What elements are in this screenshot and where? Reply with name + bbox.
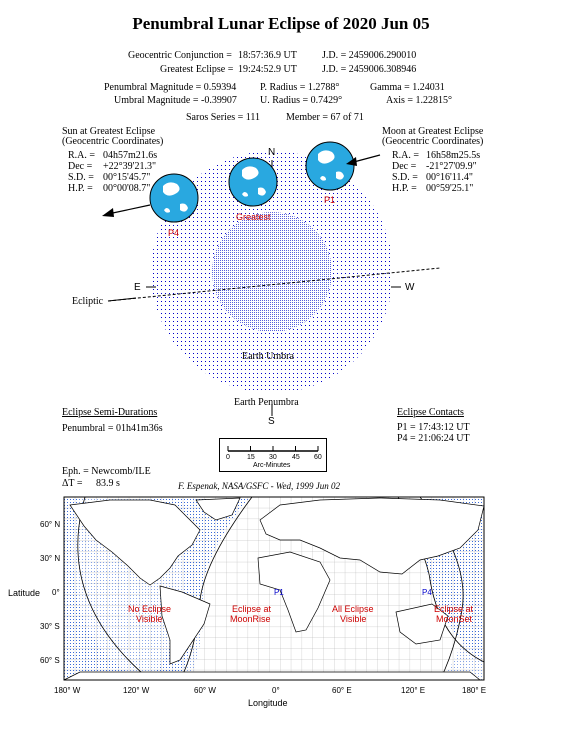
moon-sd-label: S.D. =: [392, 172, 418, 183]
lon-tick-60w: 60° W: [194, 686, 216, 695]
lat-tick-0: 0°: [52, 588, 60, 597]
region-moonrise-line1: Eclipse at: [232, 604, 272, 614]
semi-durations-heading: Eclipse Semi-Durations: [62, 407, 158, 418]
greatest-eclipse-label: Greatest Eclipse =: [160, 64, 234, 75]
lon-tick-180w: 180° W: [54, 686, 81, 695]
moon-dec-label: Dec =: [392, 161, 417, 172]
umbral-magnitude: Umbral Magnitude = -0.39907: [114, 95, 237, 106]
delta-t-label: ΔT =: [62, 478, 83, 489]
sun-sd: 00°15'45.7": [103, 172, 151, 183]
map-x-axis-label: Longitude: [248, 698, 288, 708]
greatest-label: Greatest: [236, 212, 271, 222]
east-label: E: [134, 282, 141, 293]
scale-tick-45: 45: [292, 454, 300, 461]
sun-hp-label: H.P. =: [68, 183, 93, 194]
sun-arrow-head: [102, 208, 114, 217]
moon-at-p4: [150, 174, 198, 222]
ecliptic-label: Ecliptic: [72, 296, 104, 307]
credit-line: F. Espenak, NASA/GSFC - Wed, 1999 Jun 02: [178, 481, 340, 491]
moon-at-greatest: [229, 158, 277, 206]
region-no-eclipse-line2: Visible: [136, 614, 163, 624]
scale-tick-60: 60: [314, 454, 322, 461]
contact-p4: P4 = 21:06:24 UT: [397, 433, 470, 444]
scale-unit-label: Arc-Minutes: [253, 462, 291, 469]
moon-sd: 00°16'11.4": [426, 172, 474, 183]
moon-hp-label: H.P. =: [392, 183, 417, 194]
moon-ra: 16h58m25.5s: [426, 150, 481, 161]
scale-tick-15: 15: [247, 454, 255, 461]
moon-hp: 00°59'25.1": [426, 183, 474, 194]
sun-heading: Sun at Greatest Eclipse: [62, 126, 156, 137]
region-all-visible-line1: All Eclipse: [332, 604, 374, 614]
sun-ra-label: R.A. =: [68, 150, 96, 161]
contact-p1: P1 = 17:43:12 UT: [397, 422, 470, 433]
scale-tick-30: 30: [269, 454, 277, 461]
region-moonrise-line2: MoonRise: [230, 614, 271, 624]
greatest-eclipse-ut: 19:24:52.9 UT: [238, 64, 297, 75]
penumbral-radius: P. Radius = 1.2788°: [260, 82, 340, 93]
sun-hp: 00°00'08.7": [103, 183, 151, 194]
region-all-visible-line2: Visible: [340, 614, 367, 624]
axis-value: Axis = 1.22815°: [386, 95, 453, 106]
conjunction-ut: 18:57:36.9 UT: [238, 50, 297, 61]
lon-tick-0: 0°: [272, 686, 280, 695]
west-label: W: [405, 282, 415, 293]
lat-tick-30s: 30° S: [40, 622, 60, 631]
ephemeris: Eph. = Newcomb/ILE: [62, 466, 151, 477]
conjunction-label: Geocentric Conjunction =: [128, 50, 232, 61]
map-y-axis-label: Latitude: [8, 588, 41, 598]
delta-t-value: 83.9 s: [96, 478, 120, 489]
conjunction-jd: J.D. = 2459006.290010: [322, 50, 417, 61]
earth-umbra-label: Earth Umbra: [242, 351, 294, 362]
sun-ra: 04h57m21.6s: [103, 150, 158, 161]
region-no-eclipse-line1: No Eclipse: [128, 604, 172, 614]
contacts-heading: Eclipse Contacts: [397, 407, 464, 418]
south-label: S: [268, 416, 275, 427]
north-label: N: [268, 147, 276, 158]
p4-label: P4: [168, 228, 180, 238]
lon-tick-120w: 120° W: [123, 686, 150, 695]
umbral-radius: U. Radius = 0.7429°: [260, 95, 343, 106]
map-p1-marker: P1: [274, 588, 284, 597]
eclipse-geometry-diagram: [0, 140, 562, 440]
antarctica: [64, 672, 480, 680]
region-moonset-line2: MoonSet: [436, 614, 473, 624]
scale-tick-0: 0: [226, 454, 230, 461]
region-moonset-line1: Eclipse at: [434, 604, 474, 614]
sun-dec: +22°39'21.3": [103, 161, 157, 172]
sun-subheading: (Geocentric Coordinates): [62, 136, 164, 147]
scale-box: [219, 438, 327, 472]
ecliptic-leader: [108, 298, 136, 301]
lon-tick-60e: 60° E: [332, 686, 352, 695]
moon-ra-label: R.A. =: [392, 150, 420, 161]
greatest-eclipse-jd: J.D. = 2459006.308946: [322, 64, 417, 75]
gamma-value: Gamma = 1.24031: [370, 82, 445, 93]
page-title: Penumbral Lunar Eclipse of 2020 Jun 05: [132, 14, 430, 33]
lat-tick-60s: 60° S: [40, 656, 60, 665]
lat-tick-30n: 30° N: [40, 554, 61, 563]
moon-dec: -21°27'09.9": [426, 161, 477, 172]
lon-tick-180e: 180° E: [462, 686, 487, 695]
moon-heading: Moon at Greatest Eclipse: [382, 126, 484, 137]
moon-at-p1: [306, 142, 354, 190]
sun-dec-label: Dec =: [68, 161, 93, 172]
saros-series: Saros Series = 111: [186, 112, 261, 123]
sun-sd-label: S.D. =: [68, 172, 94, 183]
sun-direction-arrow: [108, 205, 150, 214]
moon-subheading: (Geocentric Coordinates): [382, 136, 484, 147]
earth-penumbra-label: Earth Penumbra: [234, 397, 299, 408]
earth-umbra-disk: [212, 212, 332, 332]
penumbral-magnitude: Penumbral Magnitude = 0.59394: [104, 82, 237, 93]
p1-label: P1: [324, 195, 336, 205]
lon-tick-120e: 120° E: [401, 686, 426, 695]
lat-tick-60n: 60° N: [40, 520, 61, 529]
penumbral-semi-duration: Penumbral = 01h41m36s: [62, 423, 163, 434]
saros-member: Member = 67 of 71: [286, 112, 364, 123]
map-p4-marker: P4: [422, 588, 432, 597]
